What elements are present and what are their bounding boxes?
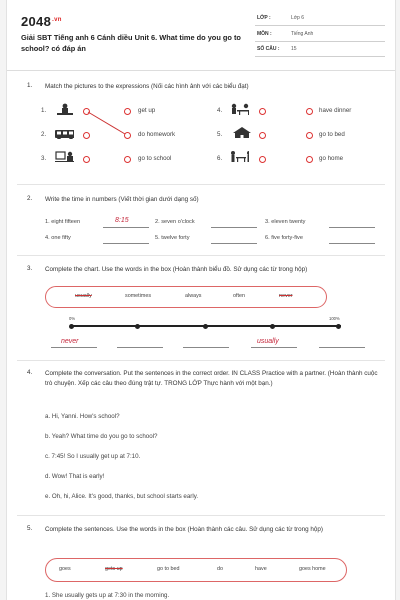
match-dot-option-3[interactable] (124, 156, 131, 163)
meta-row-class: LỚP : Lớp 6 (255, 12, 385, 26)
time-item-6: 6. five forty-five (265, 235, 303, 241)
conversation-line-c: c. 7:45! So I usually get up at 7:10. (45, 453, 141, 460)
wake-up-picture-icon (54, 103, 74, 115)
time-item-3: 3. eleven twenty (265, 219, 306, 225)
match-dot-right-4[interactable] (259, 108, 266, 115)
pic-num-6: 6. (217, 155, 223, 162)
scale-end-label: 100% (329, 316, 340, 321)
section-divider (17, 515, 385, 516)
word-goes-home: goes home (299, 566, 326, 572)
study-desk-picture-icon (54, 150, 74, 162)
time-blank-5[interactable] (211, 243, 257, 244)
time-answer-1: 8:15 (115, 217, 129, 224)
section-divider (17, 360, 385, 361)
time-item-2: 2. seven o'clock (155, 219, 195, 225)
match-dot-option-2[interactable] (124, 132, 131, 139)
section-divider (17, 255, 385, 256)
chart-blank-1[interactable] (51, 347, 97, 348)
house-picture-icon (231, 126, 251, 138)
option-get-up: get up (138, 107, 156, 114)
time-blank-3[interactable] (329, 227, 375, 228)
scale-point-4 (270, 324, 275, 329)
option-have-dinner: have dinner (319, 107, 352, 114)
match-dot-option-6[interactable] (306, 156, 313, 163)
site-logo[interactable]: $2048^{.vn}$ (21, 14, 62, 29)
pic-num-1: 1. (41, 107, 47, 114)
match-dot-option-4[interactable] (306, 108, 313, 115)
option-go-to-school: go to school (138, 155, 172, 162)
pic-num-4: 4. (217, 107, 223, 114)
meta-row-count: SỐ CÂU : 15 (255, 43, 385, 57)
conversation-line-e: e. Oh, hi, Alice. It's good, thanks, but school starts early. (45, 493, 199, 500)
conversation-line-a: a. Hi, Yanni. How's school? (45, 413, 120, 420)
chart-answer-1: never (61, 338, 79, 345)
worksheet-page: $2048^{.vn}$ Giải SBT Tiếng anh 6 Cánh diều Unit 6. What time do you go to school? có đáp án LỚP : Lớp 6 MÔN : Tiếng Anh SỐ CÂU : 15 1. Match the pictures to the expressions (Nối các hình ảnh với các biểu đạt) 1. 2. 3. get up do homework go to school 4. 5. 6. have dinner go to bed go home 2. Write the time in numbers (Viết thời gian dưới dạng số) 1. eight fifteen 8:15 2. seven o'clock 3. eleven twenty 4. one fifty 5. twelve forty 6. five forty-five 3. Complete the chart. Use the words in the box (Hoàn thành biểu đồ. Sử dụng các từ trong hộp) usually sometimes always often never 0% 100% never usually 4. Complete the conversation. Put the sentences in the correct order. IN CLASS Practice with a partner. (Hoàn thành cuộc trò chuyện. Xếp các câu theo đúng trật tự. TRONG LỚP Thực hành với một bạn.) a. Hi, Yanni. How's school? b. Yeah? What time do you go to school? c. 7:45! So I usually get up at 7:10. d. Wow! That is early! e. Oh, hi, Alice. It's good, thanks, but school starts early. 5. Complete the sentences. Use the words in the box (Hoàn thành các câu. Sử dụng các từ trong hộp) goes gets up go to bed do have goes home 1. She usually gets up at 7:30 in the morning. (6, 0, 396, 600)
conversation-line-b: b. Yeah? What time do you go to school? (45, 433, 158, 440)
time-item-1: 1. eight fifteen (45, 219, 81, 225)
match-dot-option-1[interactable] (124, 108, 131, 115)
option-do-homework: do homework (138, 131, 176, 138)
option-go-home: go home (319, 155, 344, 162)
section-divider (17, 184, 385, 185)
word-always: always (185, 293, 202, 299)
meta-row-subject: MÔN : Tiếng Anh (255, 28, 385, 42)
time-blank-4[interactable] (103, 243, 149, 244)
pic-num-2: 2. (41, 131, 47, 138)
time-item-4: 4. one fifty (45, 235, 71, 241)
sentence-1: 1. She usually gets up at 7:30 in the morning. (45, 592, 170, 599)
time-blank-1[interactable] (103, 227, 149, 228)
time-blank-6[interactable] (329, 243, 375, 244)
chart-blank-3[interactable] (183, 347, 229, 348)
chart-answer-4: usually (257, 338, 279, 345)
word-have: have (255, 566, 267, 572)
conversation-line-d: d. Wow! That is early! (45, 473, 105, 480)
time-blank-2[interactable] (211, 227, 257, 228)
match-dot-left-3[interactable] (83, 156, 90, 163)
chart-blank-4[interactable] (251, 347, 297, 348)
word-often: often (233, 293, 245, 299)
match-dot-option-5[interactable] (306, 132, 313, 139)
pic-num-5: 5. (217, 131, 223, 138)
word-goes: goes (59, 566, 71, 572)
word-usually: usually (75, 293, 92, 299)
dinner-picture-icon (229, 103, 249, 115)
bus-picture-icon (54, 127, 74, 139)
word-gets-up: gets up (105, 566, 123, 572)
match-dot-left-1[interactable] (83, 108, 90, 115)
scale-point-1 (69, 324, 74, 329)
option-go-to-bed: go to bed (319, 131, 345, 138)
time-item-5: 5. twelve forty (155, 235, 190, 241)
scale-point-2 (135, 324, 140, 329)
scale-point-3 (203, 324, 208, 329)
family-home-picture-icon (229, 150, 249, 162)
chart-blank-2[interactable] (117, 347, 163, 348)
word-do: do (217, 566, 223, 572)
match-dot-right-5[interactable] (259, 132, 266, 139)
word-sometimes: sometimes (125, 293, 152, 299)
page-title: Giải SBT Tiếng anh 6 Cánh diều Unit 6. What time do you go to school? có đáp án (21, 33, 241, 53)
word-go-to-bed: go to bed (157, 566, 180, 572)
match-dot-left-2[interactable] (83, 132, 90, 139)
match-dot-right-6[interactable] (259, 156, 266, 163)
scale-start-label: 0% (69, 316, 76, 321)
chart-blank-5[interactable] (319, 347, 365, 348)
word-never: never (279, 293, 293, 299)
pic-num-3: 3. (41, 155, 47, 162)
scale-point-5 (336, 324, 341, 329)
